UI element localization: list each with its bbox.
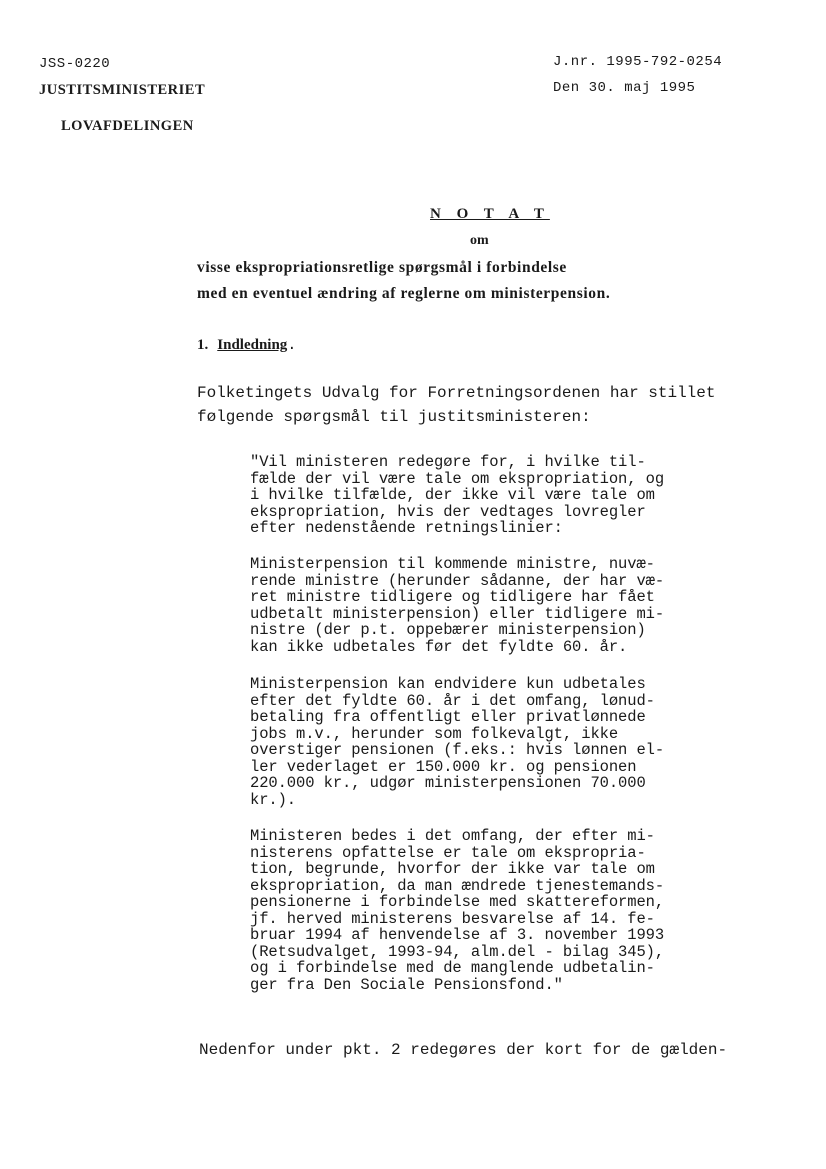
quote-paragraph-3: [250, 676, 664, 808]
quote-line: tion, begrunde, hvorfor der ikke var tale om: [250, 860, 655, 878]
subject-line-1: visse ekspropriationsretlige spørgsmål i forbindelse: [197, 259, 567, 276]
quote-paragraph-4: [250, 828, 664, 993]
quote-line: nistre (der p.t. oppebærer ministerpension): [250, 621, 646, 639]
quote-line: ger fra Den Sociale Pensionsfond.": [250, 975, 563, 994]
ministry-name: JUSTITSMINISTERIET: [39, 82, 206, 98]
quote-line: i hvilke tilfælde, der ikke vil være tale om: [250, 486, 655, 504]
continuation-line: Nedenfor under pkt. 2 redegøres der kort for de gælden-: [199, 1041, 728, 1059]
quote-line: bruar 1994 af henvendelse af 3. november 1993: [250, 926, 665, 944]
journal-number: J.nr. 1995-792-0254: [553, 54, 723, 70]
quote-line: kan ikke udbetales før det fyldte 60. år.: [250, 637, 628, 656]
quote-line: ekspropriation, da man ændrede tjenestemands-: [250, 876, 665, 895]
intro-paragraph: [197, 381, 715, 429]
quote-line: 220.000 kr., udgør ministerpensionen 70.000: [250, 774, 646, 792]
quote-line: Ministerpension kan endvidere kun udbetales: [250, 675, 646, 693]
title-om: om: [470, 233, 489, 248]
quote-line: ret ministre tidligere og tidligere har fået: [250, 588, 655, 606]
document-code: JSS-0220: [39, 56, 111, 72]
quote-paragraph-1: [250, 454, 664, 537]
intro-line: Folketingets Udvalg for Forretningsordenen har stillet: [197, 384, 716, 402]
quote-line: Ministeren bedes i det omfang, der efter mi-: [250, 827, 655, 845]
section-number: 1.: [197, 337, 209, 353]
quote-line: (Retsudvalget, 1993-94, alm.del - bilag 345),: [250, 942, 665, 961]
quote-line: jf. herved ministerens besvarelse af 14. fe-: [250, 909, 655, 928]
quote-line: betaling fra offentligt eller privatlønnede: [250, 708, 646, 726]
quote-line: overstiger pensionen (f.eks.: hvis lønnen el-: [250, 741, 665, 759]
quote-line: udbetalt ministerpension) eller tidligere mi-: [250, 604, 665, 623]
notat-title: N O T A T: [430, 206, 550, 222]
section-title: Indledning: [217, 337, 288, 353]
quote-line: pensionerne i forbindelse med skattereformen,: [250, 893, 665, 911]
section-title-period: .: [287, 337, 297, 354]
quote-line: kr.).: [250, 790, 297, 809]
quote-line: ekspropriation, hvis der vedtages lovregler: [250, 502, 646, 521]
department-name: LOVAFDELINGEN: [61, 118, 194, 134]
quote-line: ler vederlaget er 150.000 kr. og pensionen: [250, 757, 637, 776]
quote-line: efter nedenstående retningslinier:: [250, 519, 563, 537]
section-heading: [197, 337, 296, 354]
quote-line: efter det fyldte 60. år i det omfang, lønud-: [250, 691, 655, 710]
quote-line: rende ministre (herunder sådanne, der har væ-: [250, 571, 665, 590]
quote-line: fælde der vil være tale om ekspropriation, og: [250, 469, 665, 488]
quote-line: "Vil ministeren redegøre for, i hvilke til-: [250, 453, 646, 471]
quote-line: nisterens opfattelse er tale om ekspropria-: [250, 843, 646, 862]
quote-line: Ministerpension til kommende ministre, nuvæ-: [250, 555, 655, 573]
subject-line-2: med en eventuel ændring af reglerne om ministerpension.: [197, 285, 611, 302]
quote-paragraph-2: [250, 556, 664, 655]
document-date: Den 30. maj 1995: [553, 80, 696, 96]
quote-line: og i forbindelse med de manglende udbetalin-: [250, 959, 655, 977]
quote-line: jobs m.v., herunder som folkevalgt, ikke: [250, 724, 619, 743]
intro-line: følgende spørgsmål til justitsministeren:: [197, 408, 591, 426]
